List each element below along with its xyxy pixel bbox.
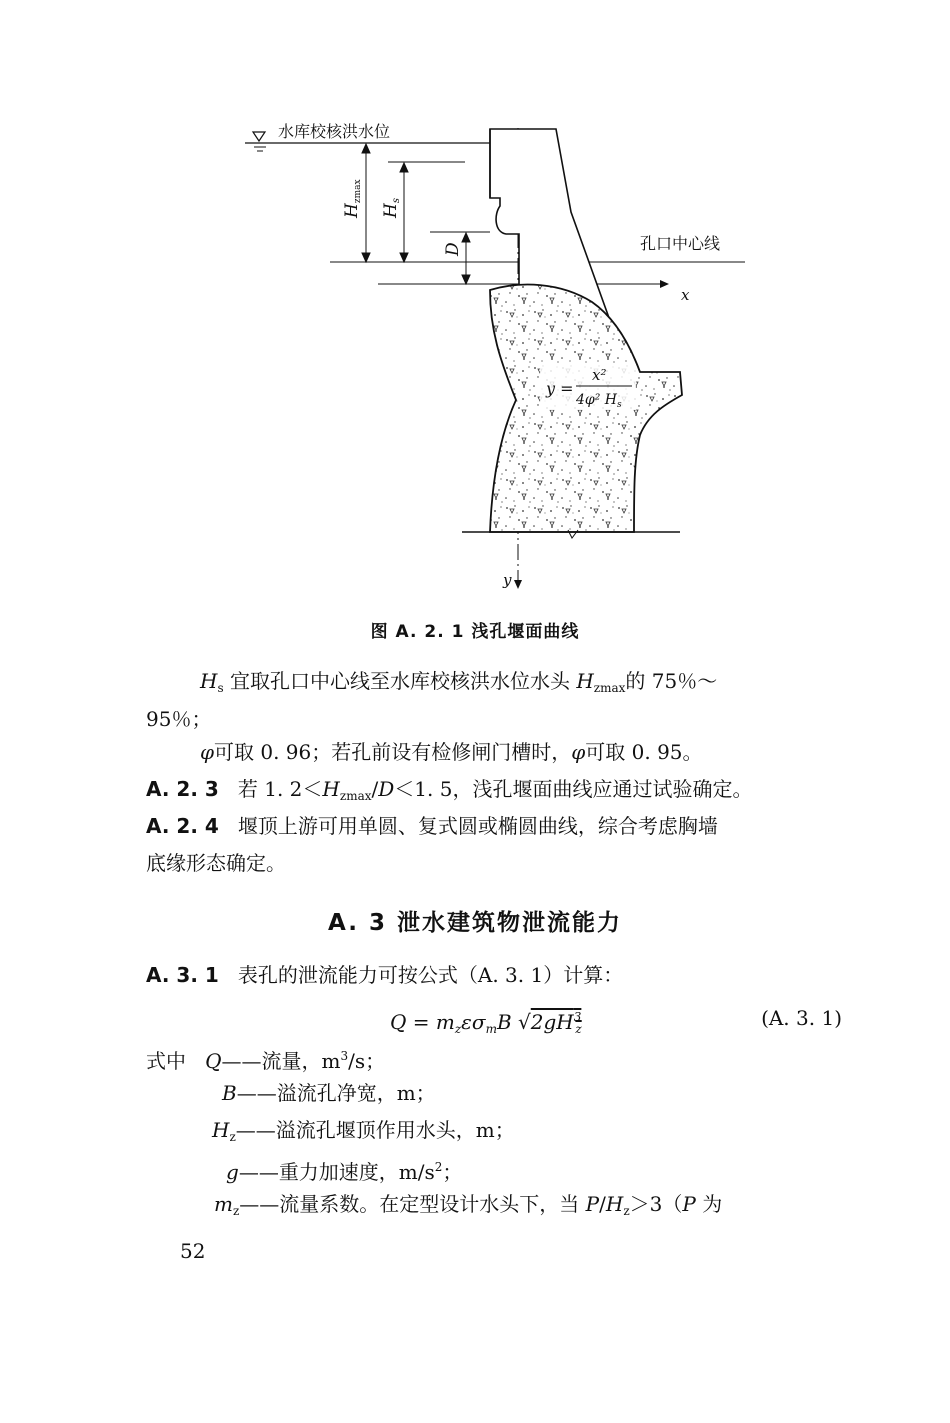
clause-a231: A. 3. 1 表孔的泄流能力可按公式（A. 3. 1）计算： (146, 963, 624, 987)
x-axis-label: x (681, 286, 690, 304)
centerline-label: 孔口中心线 (640, 234, 721, 253)
clause-a224-line2: 底缘形态确定。 (146, 851, 286, 875)
hs-label (381, 198, 402, 219)
y-axis-label: y (503, 571, 512, 589)
def-q: 式中 Q——流量，$m^3/s$； (146, 1049, 386, 1073)
clause-a224-line1: A. 2. 4 堰顶上游可用单圆、复式圆或椭圆曲线，综合考虑胸墙 (146, 814, 718, 838)
def-mz: $m_z——$流量系数。在定型设计水头下，当 $P/H_z>3(P$ 为 (214, 1192, 723, 1218)
svg-text:y =: y = (546, 379, 574, 398)
figure-drawing (0, 0, 950, 600)
def-hz: $H_z——$溢流孔堰顶作用水头，m； (212, 1118, 515, 1144)
svg-text:D: D (443, 242, 463, 256)
def-g: g——重力加速度，$m/s^2$； (226, 1160, 463, 1184)
page-number: 52 (180, 1239, 206, 1263)
svg-text:x²: x² (592, 366, 607, 384)
def-b: B——溢流孔净宽，m； (222, 1081, 436, 1105)
section-heading-a3: A. 3 泄水建筑物泄流能力 (328, 910, 622, 936)
hzmax-label (342, 179, 363, 219)
para-hs-line2: 95％； (146, 707, 212, 731)
figure-shallow-orifice-weir (0, 0, 950, 600)
equation-number: (A. 3. 1) (761, 1006, 842, 1030)
curve-formula (540, 364, 636, 410)
clause-a223: A. 2. 3 若 1. $2<H_{zmax}/D<1$. 5，浅孔堰面曲线应通过试验确定。 (146, 777, 753, 803)
figure-caption: 图 A. 2. 1 浅孔堰面曲线 (370, 622, 580, 642)
water-level-label: 水库校核洪水位 (278, 122, 391, 141)
equation-a31: $Q = m_z\varepsilon\sigma_mB$ $√2gH^3_z$ (390, 1010, 582, 1036)
water-level-symbol (250, 132, 270, 151)
para-phi: φ可取 0. 96；若孔前设有检修闸门槽时，φ可取 0. 95。 (200, 740, 703, 764)
svg-text:4φ² Hs: 4φ² $H_s$ (576, 392, 622, 410)
d-label (443, 242, 463, 257)
svg-text:Hs: Hs (381, 198, 402, 218)
para-hs-line1: $H_s$ 宜取孔口中心线至水库校核洪水位水头 $H_{zmax}$的 75％～ (200, 669, 718, 695)
svg-text:Hzmax: Hzmax (342, 179, 363, 218)
